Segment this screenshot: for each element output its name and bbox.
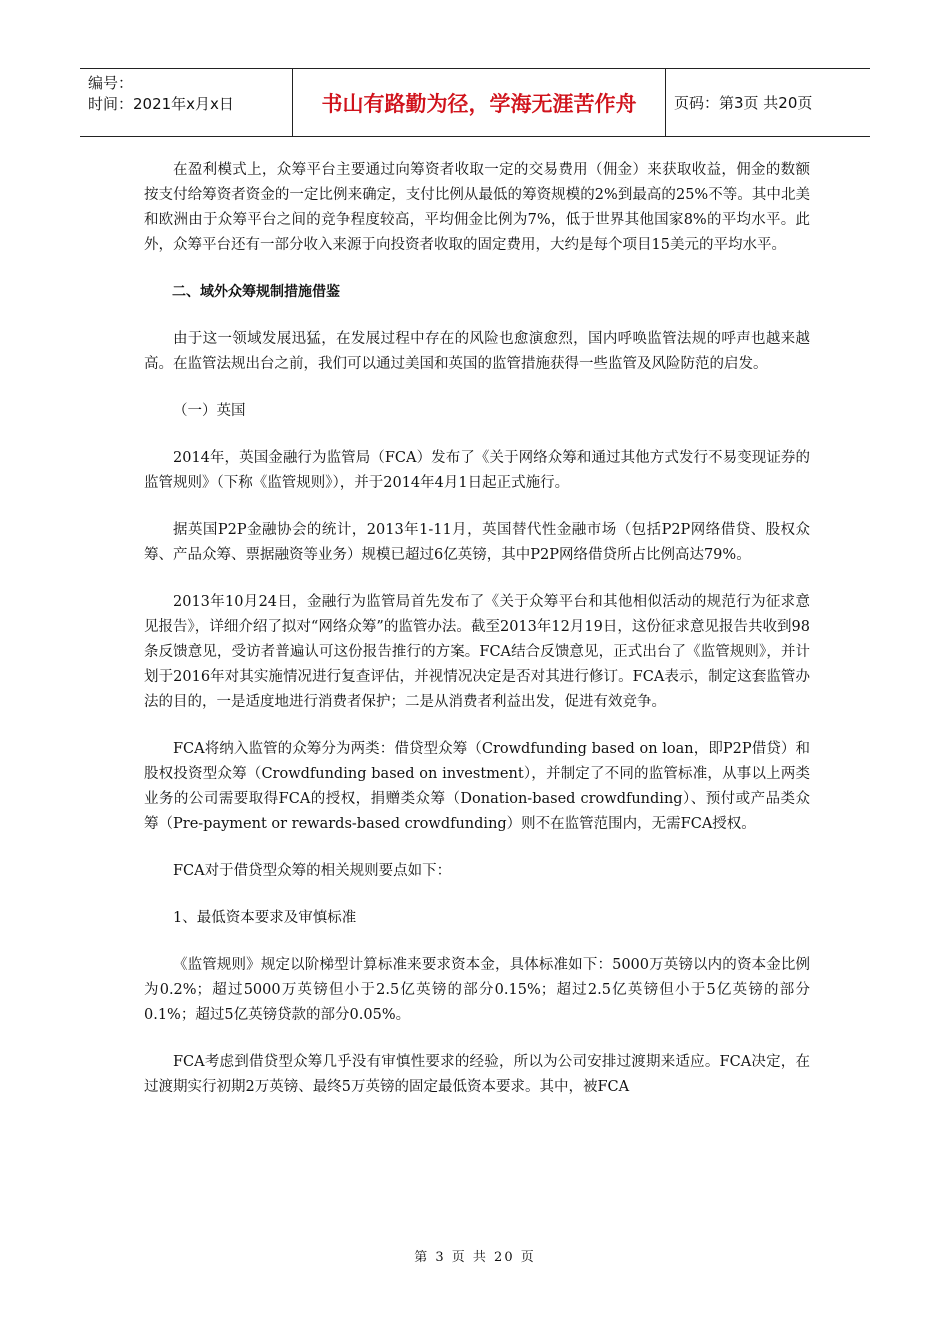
document-number-label: 编号： xyxy=(88,74,134,92)
paragraph: 在盈利模式上，众筹平台主要通过向筹资者收取一定的交易费用（佣金）来获取收益，佣金的数额按支付给筹资者资金的一定比例来确定，支付比例从最低的筹资规模的2%到最高的25%不等。其中北美和欧洲由于众筹平台之间的竞争程度较高，平均佣金比例为7%，低于世界其他国家8%的平均水平。此外，众筹平台还有一部分收入来源于向投资者收取的固定费用，大约是每个项目15美元的平均水平。 xyxy=(144,162,810,253)
page-footer: 第 3 页 共 20 页 xyxy=(414,1250,536,1265)
document-body xyxy=(144,158,810,1100)
page-header xyxy=(80,68,870,137)
document-time-label: 时间：2021年x月x日 xyxy=(88,95,234,113)
header-page-info: 页码：第3页 共20页 xyxy=(674,94,813,112)
header-motto: 书山有路勤为径，学海无涯苦作舟 xyxy=(293,69,666,136)
paragraph: 2013年10月24日，金融行为监管局首先发布了《关于众筹平台和其他相似活动的规范行为征求意见报告》，详细介绍了拟对“网络众筹”的监管办法。截至2013年12月19日，这份征求意见报告共收到98条反馈意见，受访者普遍认可这份报告推行的方案。FCA结合反馈意见，正式出台了《监管规则》，并计划于2016年对其实施情况进行复查评估，并视情况决定是否对其进行修订。FCA表示，制定这套监管办法的目的，一是适度地进行消费者保护；二是从消费者利益出发，促进有效竞争。 xyxy=(144,594,810,710)
section-heading: 二、域外众筹规制措施借鉴 xyxy=(172,284,340,300)
header-meta xyxy=(80,69,293,136)
paragraph: FCA对于借贷型众筹的相关规则要点如下： xyxy=(173,863,452,879)
paragraph: 《监管规则》规定以阶梯型计算标准来要求资本金，具体标准如下：5000万英镑以内的资本金比例为0.2%；超过5000万英镑但小于2.5亿英镑的部分0.15%；超过2.5亿英镑但小于5亿英镑的部分0.1%；超过5亿英镑贷款的部分0.05%。 xyxy=(144,957,810,1023)
paragraph: FCA将纳入监管的众筹分为两类：借贷型众筹（Crowdfunding based on loan，即P2P借贷）和股权投资型众筹（Crowdfunding based on investment），并制定了不同的监管标准，从事以上两类业务的公司需要取得FCA的授权，捐赠类众筹（Donation-based crowdfunding）、预付或产品类众筹（Pre-payment or rewards-based crowdfunding）则不在监管范围内，无需FCA授权。 xyxy=(144,741,810,832)
paragraph: 由于这一领域发展迅猛，在发展过程中存在的风险也愈演愈烈，国内呼唤监管法规的呼声也越来越高。在监管法规出台之前，我们可以通过美国和英国的监管措施获得一些监管及风险防范的启发。 xyxy=(144,331,810,372)
paragraph: 2014年，英国金融行为监管局（FCA）发布了《关于网络众筹和通过其他方式发行不易变现证券的监管规则》（下称《监管规则》），并于2014年4月1日起正式施行。 xyxy=(144,450,810,491)
paragraph: 据英国P2P金融协会的统计，2013年1-11月，英国替代性金融市场（包括P2P网络借贷、股权众筹、产品众筹、票据融资等业务）规模已超过6亿英镑，其中P2P网络借贷所占比例高达79%。 xyxy=(144,522,810,563)
list-heading: 1、最低资本要求及审慎标准 xyxy=(173,910,357,926)
subsection-heading: （一）英国 xyxy=(173,403,246,419)
paragraph: FCA考虑到借贷型众筹几乎没有审慎性要求的经验，所以为公司安排过渡期来适应。FCA决定，在过渡期实行初期2万英镑、最终5万英镑的固定最低资本要求。其中，被FCA xyxy=(144,1054,810,1095)
